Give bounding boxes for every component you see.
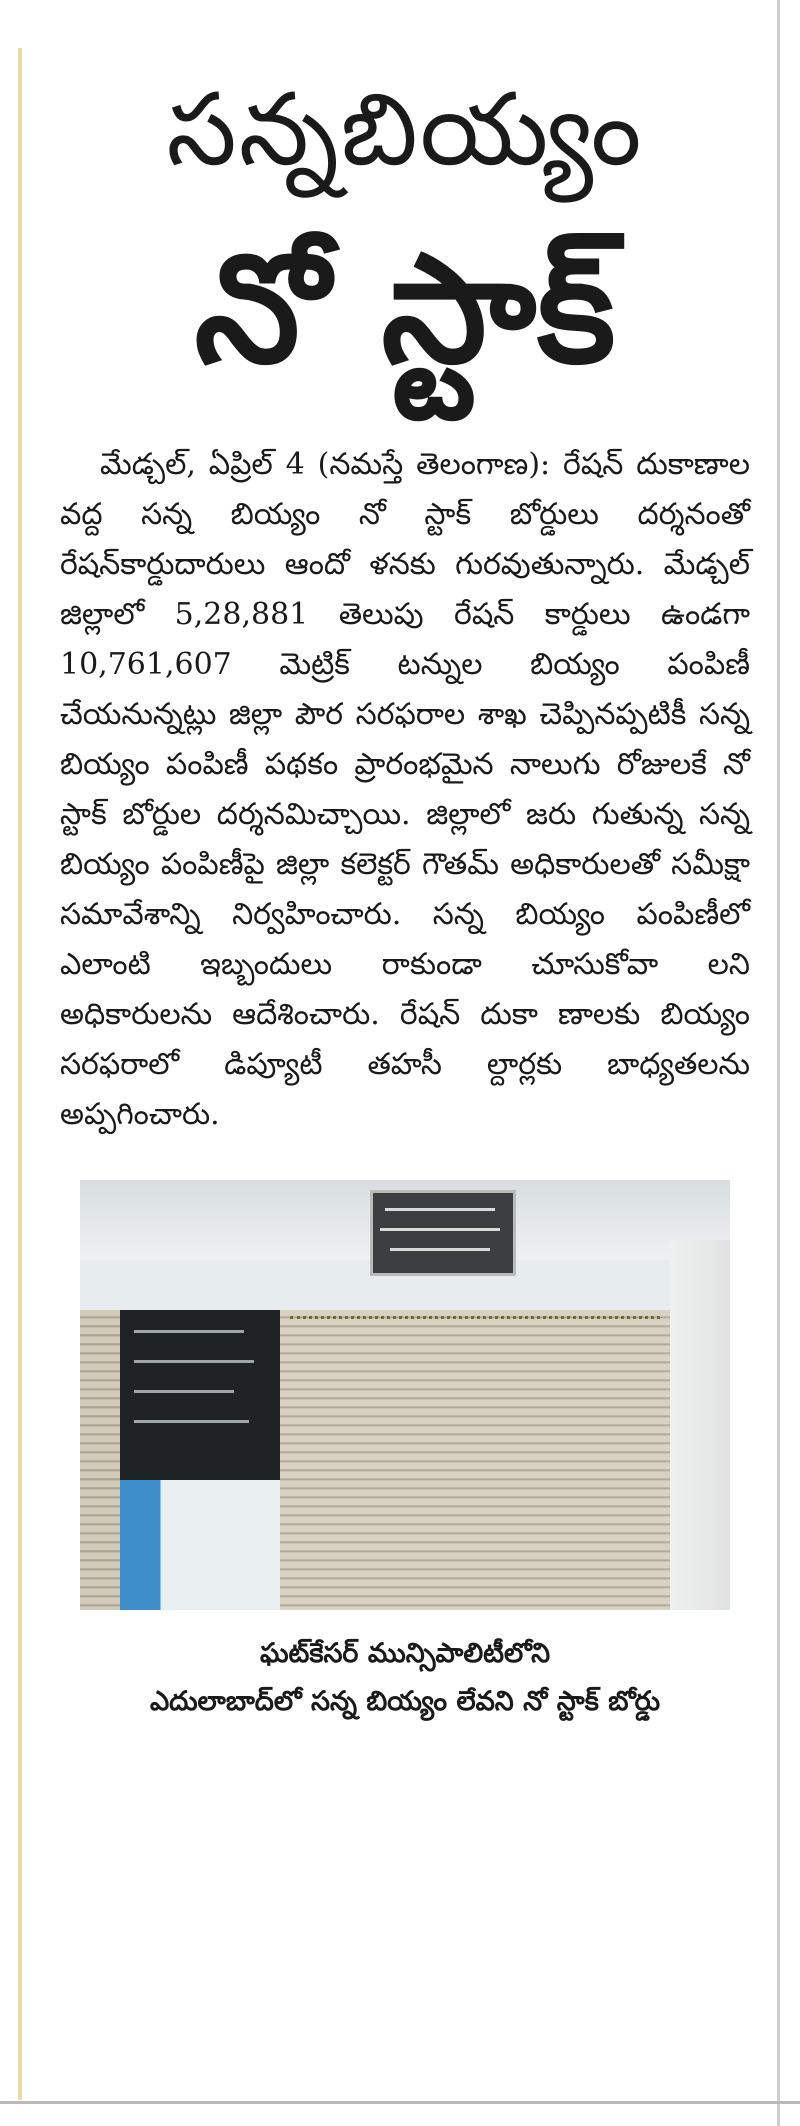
news-article [60, 60, 750, 1726]
photo-left-shutter [80, 1310, 120, 1610]
article-body: మేడ్చల్, ఏప్రిల్ 4 (నమస్తే తెలంగాణ): రేషన్ దుకాణాల వద్ద సన్న బియ్యం నో స్టాక్ బోర్డులు దర్శనంతో రేషన్‌కార్డుదారులు ఆందో ళనకు గురవుతున్నారు. మేడ్చల్ జిల్లాలో 5,28,881 తెలుపు రేషన్ కార్డులు ఉండగా 10,761,607 మెట్రిక్ టన్నుల బియ్యం పంపిణీ చేయనున్నట్లు జిల్లా పౌర సరఫరాల శాఖ చెప్పినప్పటికీ సన్న బియ్యం పంపిణీ పథకం ప్రారంభమైన నాలుగు రోజులకే నో స్టాక్ బోర్డుల దర్శనమిచ్చాయి. జిల్లాలో జరు గుతున్న సన్న బియ్యం పంపిణీపై జిల్లా కలెక్టర్ గౌతమ్ అధికారులతో సమీక్షా సమావేశాన్ని నిర్వహించారు. సన్న బియ్యం పంపిణీలో ఎలాంటి ఇబ్బందులు రాకుండా చూసుకోవా లని అధికారులను ఆదేశించారు. రేషన్ దుకా ణాలకు బియ్యం సరఫరాలో డిప్యూటీ తహసీ ల్దార్లకు బాధ్యతలను అప్పగించారు. [60, 447, 750, 1132]
photo-blue-door [120, 1480, 280, 1610]
photo-pillar [670, 1240, 730, 1610]
sign-writing-line [380, 1228, 500, 1231]
photo-shutter [280, 1310, 670, 1610]
caption-line-1: ఘట్‌కేసర్ మున్సిపాలిటీలోని [259, 1638, 551, 1669]
board-writing-line [134, 1390, 234, 1393]
headline-line-1: సన్నబియ్యం [166, 71, 644, 188]
caption-line-2: ఎదులాబాద్‌లో సన్న బియ్యం లేవని నో స్టాక్ బోర్డు [149, 1686, 661, 1717]
photo-garland [290, 1316, 660, 1325]
sign-writing-line [390, 1248, 490, 1251]
photo-caption [60, 1630, 750, 1726]
board-writing-line [134, 1420, 249, 1423]
board-writing-line [134, 1360, 254, 1363]
headline-line-2: నో స్టాక్ [194, 223, 616, 397]
board-writing-line [134, 1330, 244, 1333]
sign-writing-line [385, 1208, 495, 1211]
ration-shop-photo [80, 1180, 730, 1610]
left-column-rule [18, 48, 22, 2100]
photo-shop-sign [370, 1190, 516, 1276]
right-column-rule [777, 0, 780, 2126]
bottom-rule [0, 2101, 800, 2104]
photo-no-stock-board [120, 1310, 280, 1480]
